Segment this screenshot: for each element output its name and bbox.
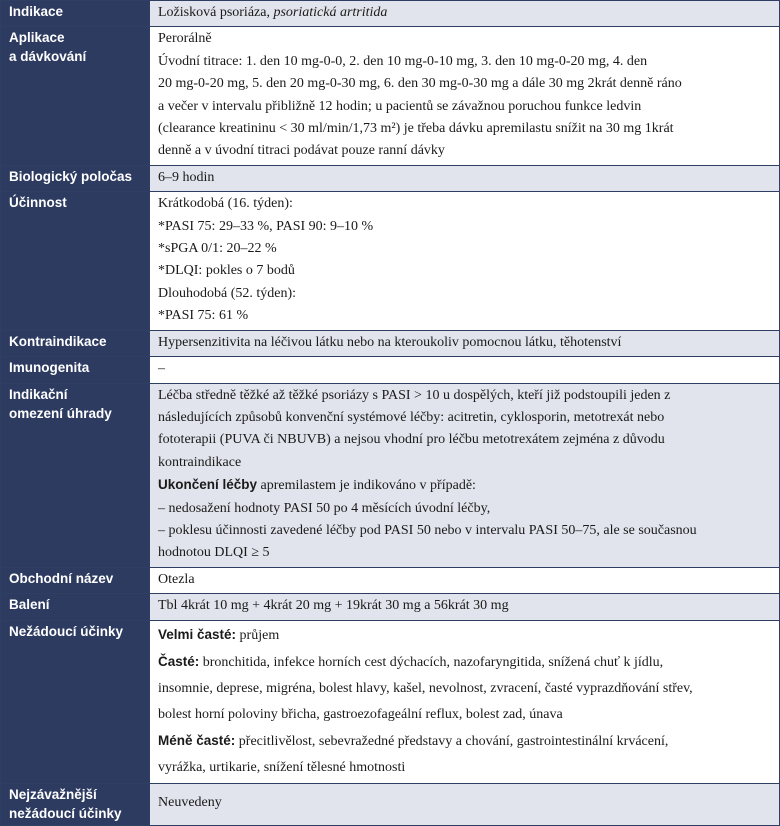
row-aplikace <box>1 27 780 165</box>
value-line: Dlouhodobá (52. týden): <box>158 285 297 301</box>
value-line: *PASI 75: 29–33 %, PASI 90: 9–10 % <box>158 218 374 234</box>
value-line: hodnotou DLQI ≥ 5 <box>158 545 270 561</box>
row-omezeni-uhrady <box>1 383 780 567</box>
row-value: Tbl 4krát 10 mg + 4krát 20 mg + 19krát 30 mg a 56krát 30 mg <box>150 594 780 620</box>
value-line: denně a v úvodní titraci podávat pouze ranní dávky <box>158 143 445 159</box>
value-line: 20 mg-0-20 mg, 5. den 20 mg-0-30 mg, 6. den 30 mg-0-30 mg a dále 30 mg 2krát denně ráno <box>158 76 682 92</box>
value-line: kontraindikace <box>158 454 242 470</box>
row-value <box>150 27 780 165</box>
row-polocas <box>1 165 780 191</box>
value-line <box>158 622 771 649</box>
value-text: bronchitida, infekce horních cest dýchacích, nazofaryngitida, snížená chuť k jídlu, <box>199 654 664 670</box>
row-label <box>1 27 150 165</box>
label-line: Indikační <box>9 386 68 402</box>
bold-heading: Ukončení léčby <box>158 477 258 493</box>
value-line <box>158 649 771 676</box>
row-label: Nežádoucí účinky <box>1 620 150 783</box>
row-kontraindikace <box>1 330 780 356</box>
value-line: a večer v intervalu přibližně 12 hodin; u pacientů se závažnou poruchou funkce ledvin <box>158 98 642 114</box>
row-label <box>1 383 150 567</box>
value-line <box>158 728 771 755</box>
row-value: Otezla <box>150 567 780 593</box>
bold-heading: Méně časté: <box>158 732 236 748</box>
value-line: Krátkodobá (16. týden): <box>158 196 293 212</box>
value-text: apremilastem je indikováno v případě: <box>257 478 476 494</box>
row-label: Kontraindikace <box>1 330 150 356</box>
value-line: *PASI 75: 61 % <box>158 308 249 324</box>
bold-heading: Velmi časté: <box>158 626 237 642</box>
value-line: – nedosažení hodnoty PASI 50 po 4 měsících úvodní léčby, <box>158 500 491 516</box>
value-line: Perorálně <box>158 31 212 47</box>
row-value <box>150 383 780 567</box>
row-value <box>150 1 780 27</box>
value-line: – poklesu účinnosti zavedené léčby pod PASI 50 nebo v intervalu PASI 50–75, ale se současnou <box>158 522 697 538</box>
value-line: vyrážka, urtikarie, snížení tělesné hmotnosti <box>158 759 406 775</box>
bold-heading: Časté: <box>158 653 200 669</box>
value-text: průjem <box>236 627 280 643</box>
row-indikace <box>1 1 780 27</box>
row-nezadouci-ucinky <box>1 620 780 783</box>
row-label: Účinnost <box>1 192 150 330</box>
value-line: insomnie, deprese, migréna, bolest hlavy, kašel, nevolnost, zvracení, časté vyprazdňování střev, <box>158 680 693 696</box>
label-line: Nejzávažnější <box>9 786 97 802</box>
row-nejzavaznejsi <box>1 783 780 825</box>
row-value <box>150 192 780 330</box>
row-obchodni-nazev <box>1 567 780 593</box>
value-line <box>158 474 771 497</box>
row-label: Indikace <box>1 1 150 27</box>
value-text: přecitlivělost, sebevražedné představy a chování, gastrointestinální krvácení, <box>235 733 669 749</box>
row-ucinnost <box>1 192 780 330</box>
row-label: Imunogenita <box>1 357 150 383</box>
row-label: Biologický poločas <box>1 165 150 191</box>
row-value: Neuvedeny <box>150 783 780 825</box>
value-line: (clearance kreatininu < 30 ml/min/1,73 m²) je třeba dávku apremilastu snížit na 30 mg 1krát <box>158 121 674 137</box>
row-baleni <box>1 594 780 620</box>
label-line: a dávkování <box>9 49 87 65</box>
value-line: fototerapii (PUVA či NBUVB) a nejsou vhodní pro léčbu metotrexátem zejména z důvodu <box>158 432 665 448</box>
row-value: Hypersenzitivita na léčivou látku nebo na kteroukoliv pomocnou látku, těhotenství <box>150 330 780 356</box>
value-line: Úvodní titrace: 1. den 10 mg-0-0, 2. den 10 mg-0-10 mg, 3. den 10 mg-0-20 mg, 4. den <box>158 53 648 69</box>
value-line: Léčba středně těžké až těžké psoriázy s PASI > 10 u dospělých, kteří již podstoupili jeden z <box>158 387 671 403</box>
label-line: nežádoucí účinky <box>9 805 122 821</box>
value-line: následujících způsobů konvenční systémové léčby: acitretin, cyklosporin, metotrexát nebo <box>158 409 665 425</box>
label-line: Aplikace <box>9 30 65 46</box>
row-value: 6–9 hodin <box>150 165 780 191</box>
value-line: *DLQI: pokles o 7 bodů <box>158 263 295 279</box>
row-label: Balení <box>1 594 150 620</box>
label-line: omezení úhrady <box>9 405 112 421</box>
row-value <box>150 620 780 783</box>
row-imunogenita <box>1 357 780 383</box>
row-label <box>1 783 150 825</box>
row-value: – <box>150 357 780 383</box>
value-text: Ložisková psoriáza, <box>158 5 274 20</box>
row-label: Obchodní název <box>1 567 150 593</box>
value-text-italic: psoriatická artritida <box>273 5 388 20</box>
value-line: bolest horní poloviny břicha, gastroezofageální reflux, bolest zad, únava <box>158 706 563 722</box>
value-line: *sPGA 0/1: 20–22 % <box>158 241 277 257</box>
